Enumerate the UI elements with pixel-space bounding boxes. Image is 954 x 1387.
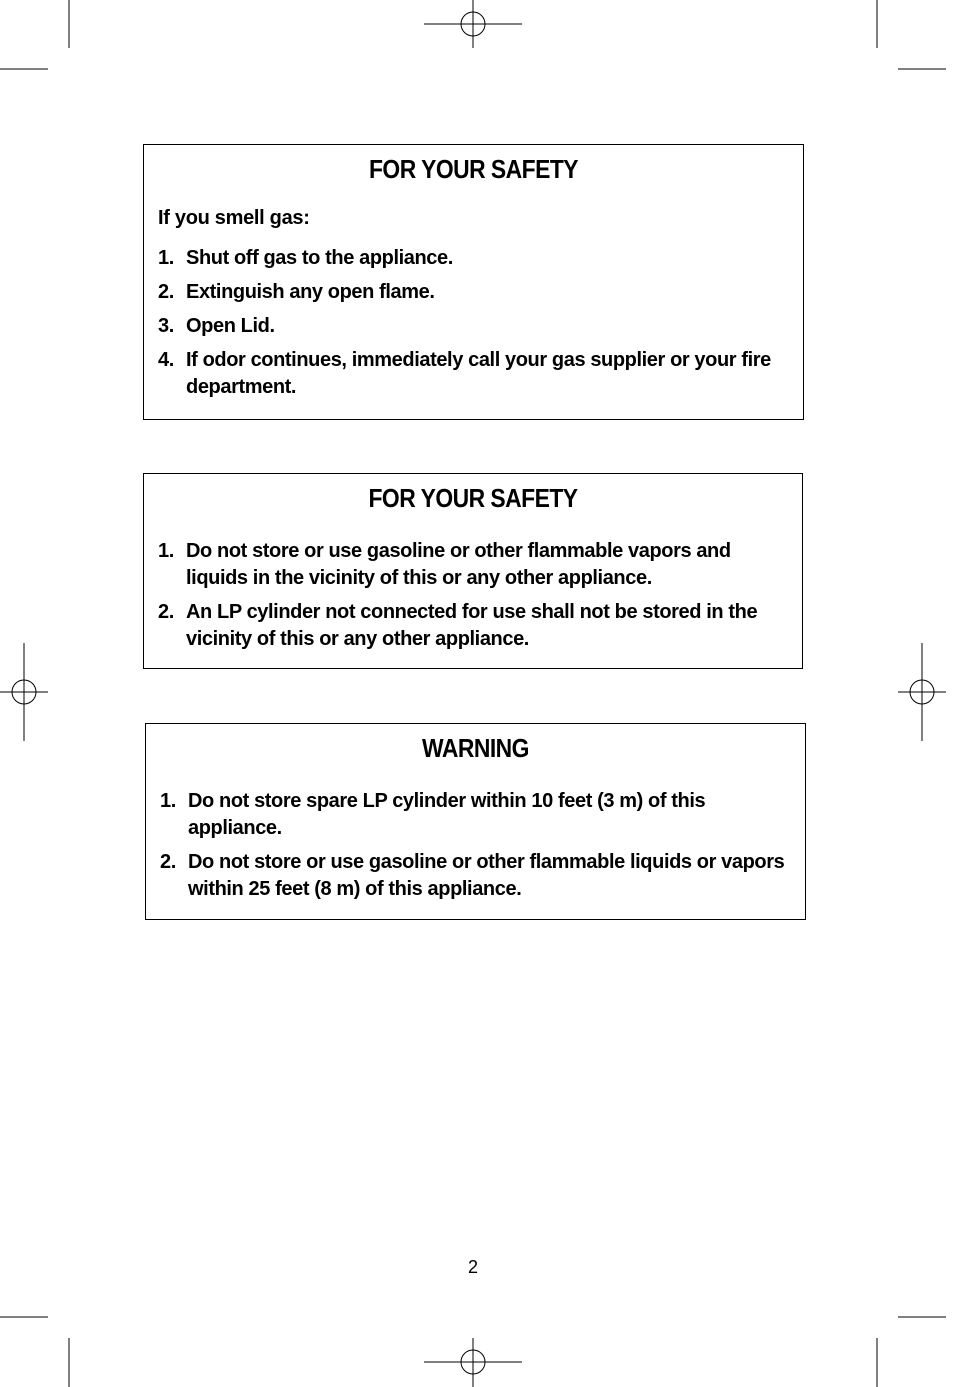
list-item — [160, 849, 791, 903]
item-text: Do not store spare LP cylinder within 10 feet (3 m) of this appliance. — [188, 790, 706, 839]
instruction-list — [158, 538, 788, 653]
item-number: 2. — [158, 601, 174, 623]
item-number: 2. — [158, 281, 174, 303]
page-number: 2 — [467, 1257, 478, 1277]
item-text: An LP cylinder not connected for use shall not be stored in the vicinity of this or any other appliance. — [186, 601, 758, 650]
item-text: If odor continues, immediately call your gas supplier or your fire department. — [186, 349, 771, 398]
item-text: Do not store or use gasoline or other flammable vapors and liquids in the vicinity of this or any other appliance. — [186, 540, 731, 589]
list-item — [160, 788, 791, 842]
list-item — [158, 245, 789, 272]
item-text: Shut off gas to the appliance. — [186, 247, 453, 269]
item-number: 2. — [160, 851, 176, 873]
list-item — [158, 538, 788, 592]
item-number: 4. — [158, 349, 174, 371]
item-number: 1. — [158, 247, 174, 269]
item-number: 1. — [158, 540, 174, 562]
item-text: Extinguish any open flame. — [186, 281, 435, 303]
box-title: WARNING — [422, 733, 529, 763]
box-title: FOR YOUR SAFETY — [368, 483, 578, 513]
warning-box — [145, 723, 806, 920]
safety-box-flammables — [143, 473, 803, 669]
item-text: Do not store or use gasoline or other flammable liquids or vapors within 25 feet (8 m) of this appliance. — [188, 851, 785, 900]
instruction-list — [158, 245, 789, 401]
item-number: 3. — [158, 315, 174, 337]
instruction-list — [160, 788, 791, 903]
item-number: 1. — [160, 790, 176, 812]
list-item — [158, 279, 789, 306]
list-item — [158, 599, 788, 653]
safety-box-gas-smell — [143, 144, 804, 420]
list-item — [158, 347, 789, 401]
box-intro: If you smell gas: — [158, 207, 310, 229]
list-item — [158, 313, 789, 340]
item-text: Open Lid. — [186, 315, 275, 337]
box-title: FOR YOUR SAFETY — [368, 154, 579, 184]
